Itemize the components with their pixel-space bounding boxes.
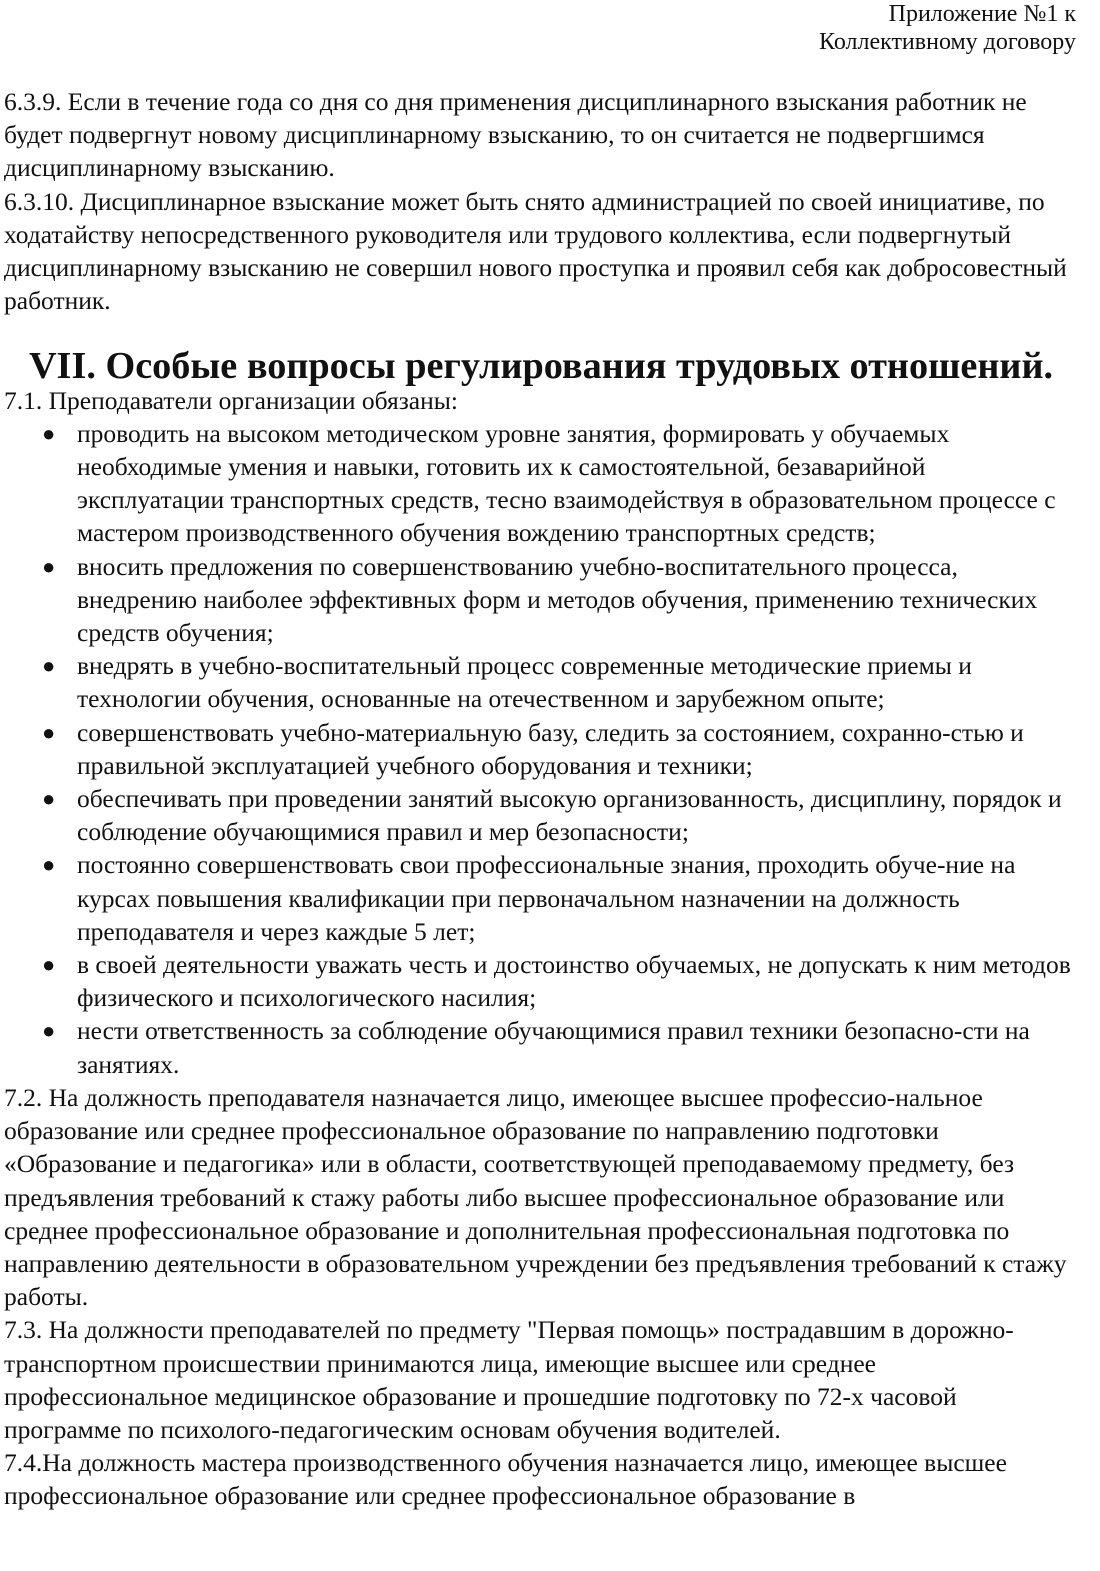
- list-item-text: нести ответственность за соблюдение обучающимися правил техники безопасно-сти на занятиях.: [77, 1016, 1030, 1079]
- appendix-note: [819, 0, 1076, 56]
- list-item-text: вносить предложения по совершенствованию учебно-воспитательного процесса, внедрению наиболее эффективных форм и методов обучения, применению технических средств обучения;: [77, 551, 1038, 648]
- list-item: [4, 782, 1078, 848]
- bullet-icon: ●: [42, 952, 56, 978]
- list-item: [4, 550, 1078, 650]
- list-item: [4, 649, 1078, 715]
- bullet-icon: ●: [42, 852, 56, 878]
- list-item: [4, 1014, 1078, 1080]
- list-item: [4, 417, 1078, 550]
- list-item-text: обеспечивать при проведении занятий высокую организованность, дисциплину, порядок и соблюдение обучающимися правил и мер безопасности;: [77, 784, 1062, 847]
- paragraph-7-3: 7.3. На должности преподавателей по предмету "Первая помощь» пострадавшим в дорожно-транспортном происшествии принимаются лица, имеющие высшее или среднее профессиональное медицинское образование и прошедшие подготовку по 72-х часовой программе по психолого-педагогическим основам обучения водителей.: [4, 1315, 1014, 1444]
- list-item-text: в своей деятельности уважать честь и достоинство обучаемых, не допускать к ним методов физического и психологического насилия;: [77, 950, 1071, 1013]
- list-item-text: постоянно совершенствовать свои профессиональные знания, проходить обуче-ние на курсах повышения квалификации при первоначальном назначении на должность преподавателя и через каждые 5 лет;: [77, 850, 1016, 946]
- bullet-icon: ●: [42, 786, 56, 812]
- bullet-icon: ●: [42, 653, 56, 679]
- document-body: [4, 85, 1078, 1513]
- paragraph-7-1: 7.1. Преподаватели организации обязаны:: [4, 385, 458, 415]
- duties-list: [4, 417, 1078, 1081]
- list-item: [4, 948, 1078, 1014]
- paragraph-7-4: 7.4.На должность мастера производственного обучения назначается лицо, имеющее высшее профессиональное образование или среднее профессиональное образование в: [4, 1448, 1007, 1511]
- list-item-text: совершенствовать учебно-материальную базу, следить за состоянием, сохранно-стью и правильной эксплуатацией учебного оборудования и техники;: [77, 717, 1024, 780]
- paragraph-6-3-10: 6.3.10. Дисциплинарное взыскание может быть снято администрацией по своей инициативе, по ходатайству непосредственного руководителя или трудового коллектива, если подвергнутый дисциплинарному взысканию не совершил нового проступка и проявил себя как добросовестный работник.: [4, 186, 1067, 316]
- section-heading: VII. Особые вопросы регулирования трудовых отношений.: [28, 345, 1054, 388]
- list-item: [4, 848, 1078, 948]
- appendix-note-line-2: Коллективному договору: [819, 29, 1076, 55]
- paragraph-6-3-9: 6.3.9. Если в течение года со дня со дня применения дисциплинарного взыскания работник не будет подвергнут новому дисциплинарному взысканию, то он считается не подвергшимся дисциплинарному взысканию.: [4, 87, 1027, 183]
- paragraph-7-2: 7.2. На должность преподавателя назначается лицо, имеющее высшее профессио-нальное образование или среднее профессиональное образование по направлению подготовки «Образование и педагогика» или в области, соответствующей преподаваемому предмету, без предъявления требований к стажу работы либо высшее профессиональное образование или среднее профессиональное образование и дополнительная профессиональная подготовка по направлению деятельности в образовательном учреждении без предъявления требований к стажу работы.: [4, 1082, 1067, 1312]
- bullet-icon: ●: [42, 553, 56, 579]
- bullet-icon: ●: [42, 1018, 56, 1044]
- bullet-icon: ●: [42, 420, 56, 446]
- appendix-note-line-1: Приложение №1 к: [888, 1, 1076, 27]
- list-item: [4, 716, 1078, 782]
- bullet-icon: ●: [42, 719, 56, 745]
- list-item-text: внедрять в учебно-воспитательный процесс современные методические приемы и технологии обучения, основанные на отечественном и зарубежном опыте;: [77, 651, 972, 714]
- list-item-text: проводить на высоком методическом уровне занятия, формировать у обучаемых необходимые умения и навыки, готовить их к самостоятельной, безаварийной эксплуатации транспортных средств, тесно взаимодействуя в образовательном процессе с мастером производственного обучения вождению транспортных средств;: [77, 418, 1056, 548]
